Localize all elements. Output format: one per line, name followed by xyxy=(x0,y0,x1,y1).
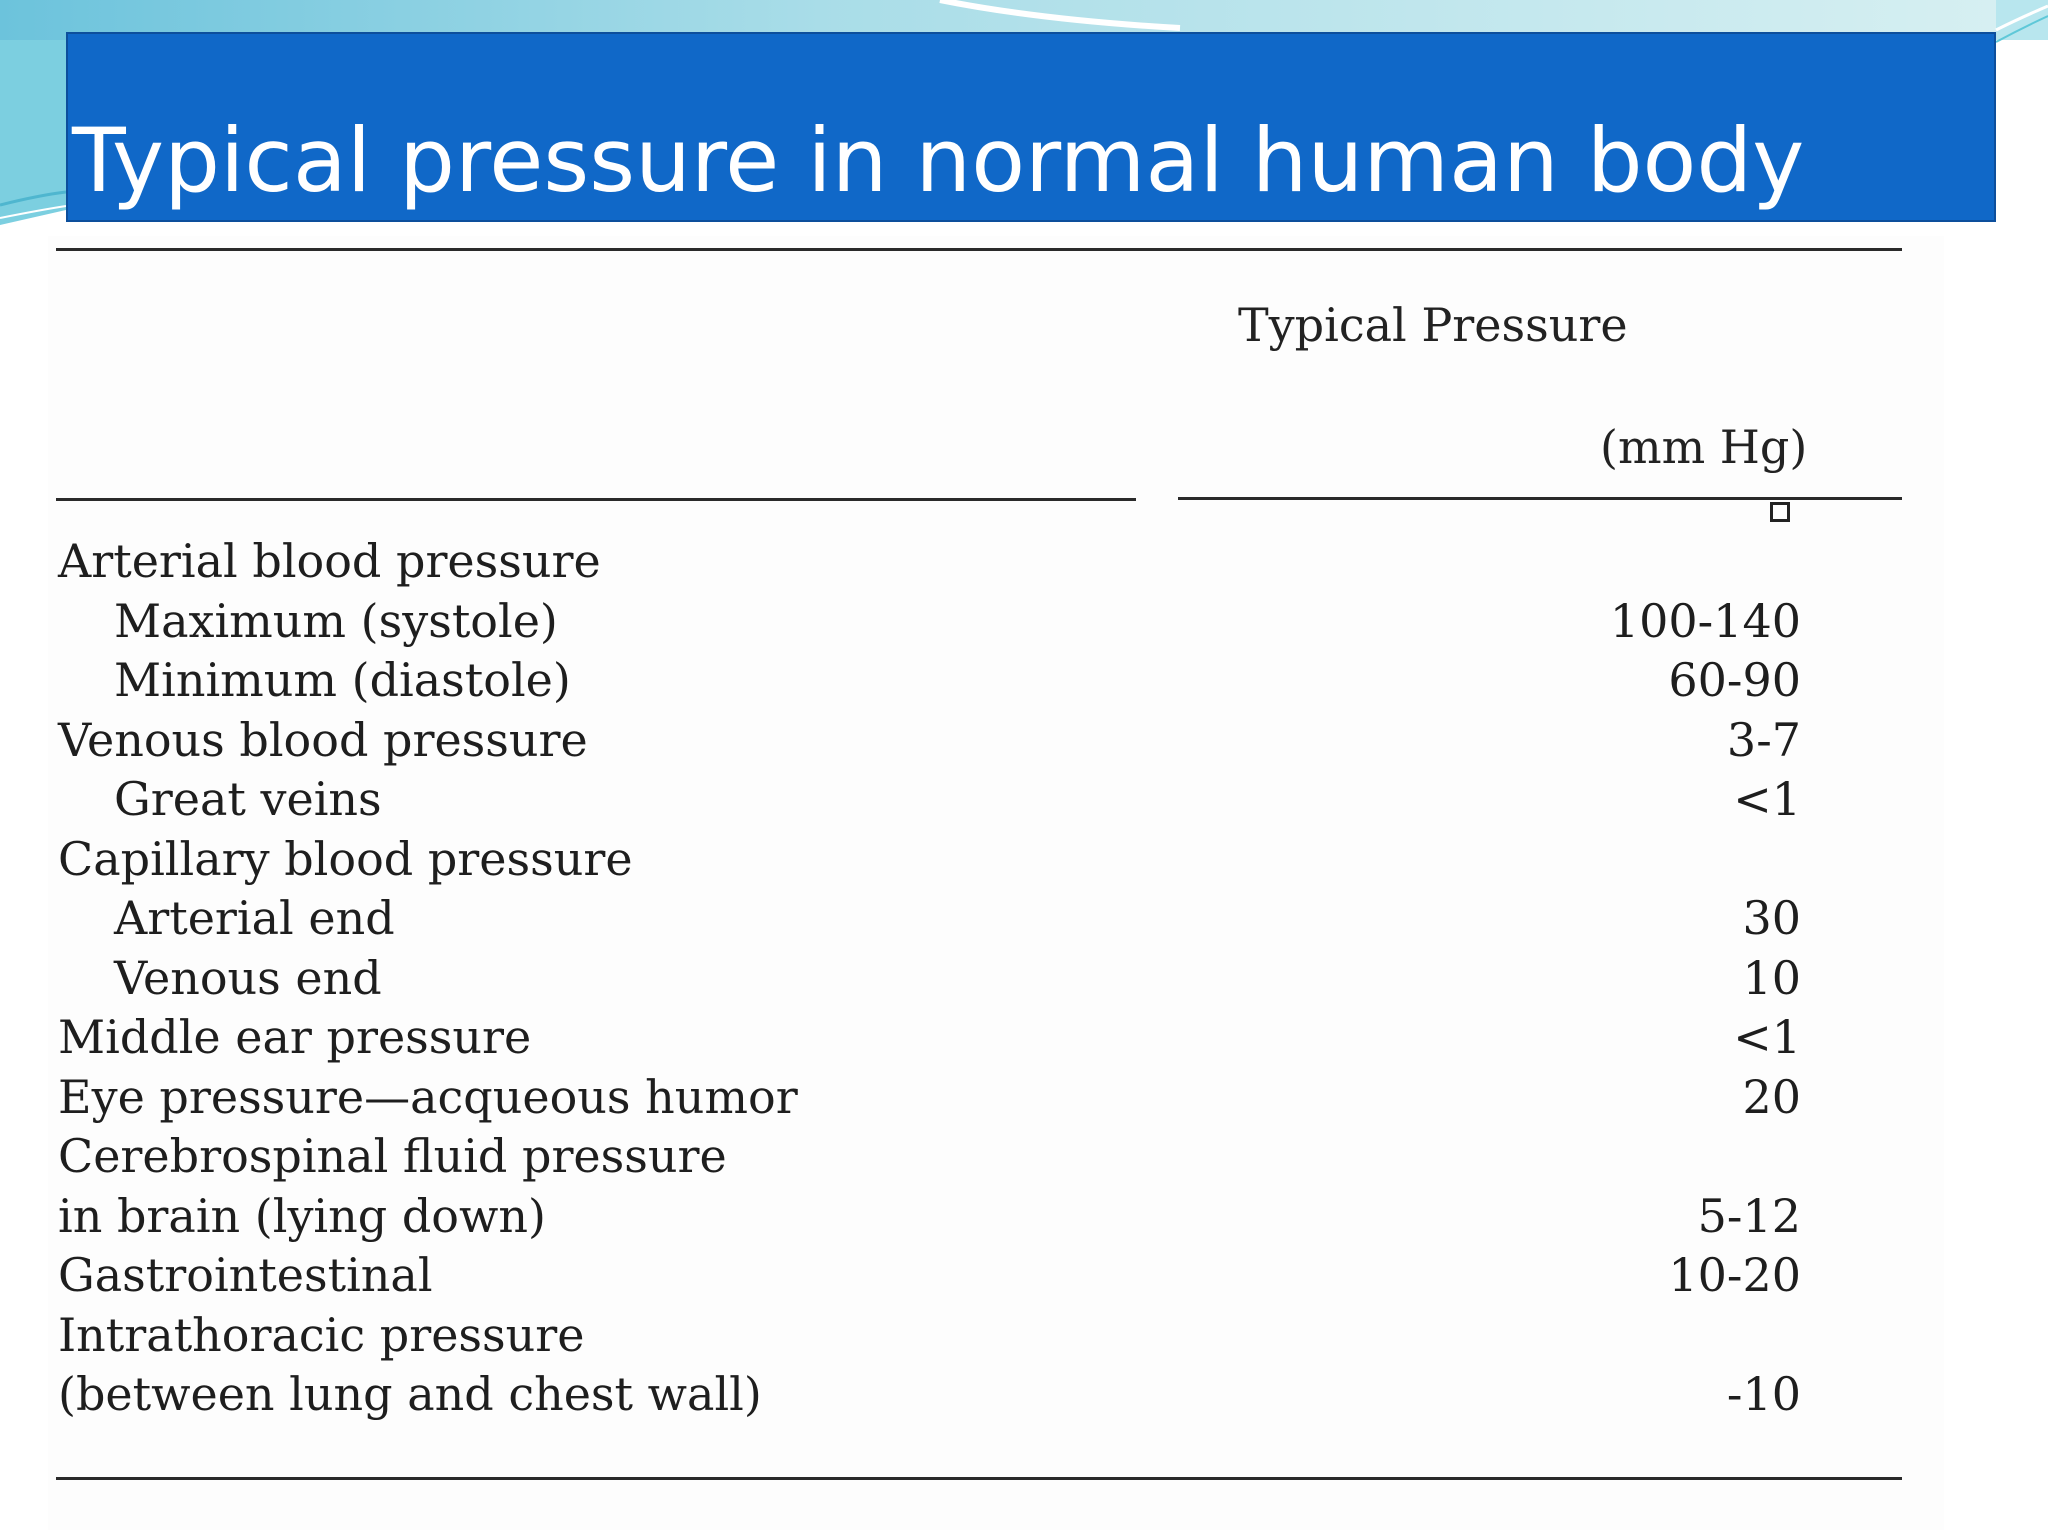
row-label: Intrathoracic pressure xyxy=(58,1307,585,1362)
table-row xyxy=(0,592,2048,652)
row-label: Arterial end xyxy=(114,891,395,945)
table-row xyxy=(0,1306,2048,1366)
table-row xyxy=(0,1187,2048,1247)
row-label: Venous end xyxy=(114,950,382,1005)
slide-title: Typical pressure in normal human body xyxy=(72,109,1805,212)
row-label: (between lung and chest wall) xyxy=(58,1367,762,1421)
table-row xyxy=(0,770,2048,830)
row-value: 10-20 xyxy=(1668,1248,1801,1302)
table-row xyxy=(0,1365,2048,1425)
table-row xyxy=(0,1068,2048,1128)
row-value: <1 xyxy=(1733,772,1801,826)
column-header-typical-pressure: Typical Pressure xyxy=(1238,298,1628,352)
row-label: Arterial blood pressure xyxy=(58,534,601,588)
table-row xyxy=(0,1127,2048,1187)
pressure-table xyxy=(0,532,2048,1425)
row-value: 3-7 xyxy=(1726,712,1801,767)
row-label: Eye pressure—acqueous humor xyxy=(58,1069,798,1124)
row-label: Venous blood pressure xyxy=(58,712,588,767)
row-value: 100-140 xyxy=(1609,593,1801,648)
table-top-rule xyxy=(56,248,1902,251)
table-row xyxy=(0,1246,2048,1306)
row-label: Gastrointestinal xyxy=(58,1248,433,1302)
table-row xyxy=(0,949,2048,1009)
row-label: in brain (lying down) xyxy=(58,1188,546,1243)
row-value: 60-90 xyxy=(1668,653,1801,707)
column-header-unit: (mm Hg) xyxy=(1600,420,1808,474)
row-value: -10 xyxy=(1726,1367,1801,1421)
table-row xyxy=(0,711,2048,771)
row-value: 20 xyxy=(1742,1069,1801,1124)
table-row xyxy=(0,889,2048,949)
row-label: Capillary blood pressure xyxy=(58,831,633,886)
row-value: 30 xyxy=(1742,891,1801,945)
table-bottom-rule xyxy=(56,1477,1902,1480)
row-label: Middle ear pressure xyxy=(58,1010,532,1064)
row-label: Great veins xyxy=(114,772,382,826)
row-value: 10 xyxy=(1742,950,1801,1005)
row-value: 5-12 xyxy=(1697,1188,1801,1243)
row-label: Maximum (systole) xyxy=(114,593,558,648)
title-bar xyxy=(66,32,1996,222)
row-label: Minimum (diastole) xyxy=(114,653,571,707)
row-value: <1 xyxy=(1733,1010,1801,1064)
table-row xyxy=(0,532,2048,592)
header-rule-right xyxy=(1178,497,1902,500)
table-row xyxy=(0,1008,2048,1068)
header-rule-left xyxy=(56,498,1136,501)
table-row xyxy=(0,830,2048,890)
row-label: Cerebrospinal fluid pressure xyxy=(58,1129,727,1183)
table-row xyxy=(0,651,2048,711)
marker-square-icon xyxy=(1770,502,1790,522)
